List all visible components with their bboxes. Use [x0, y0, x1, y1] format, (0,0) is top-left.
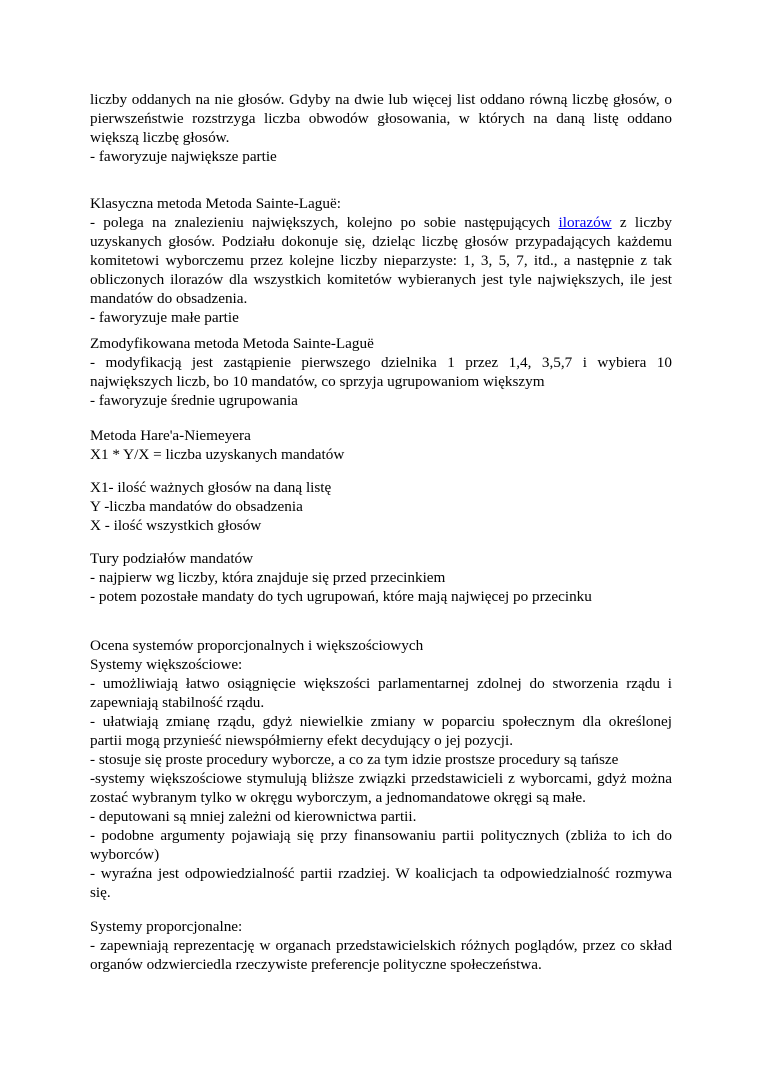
- paragraph-line: liczby oddanych na nie głosów. Gdyby na dwie lub więcej list oddano równą liczbę głosów, o: [90, 91, 672, 108]
- bullet-line: - potem pozostałe mandaty do tych ugrupowań, które mają najwięcej po przecinku: [90, 588, 592, 605]
- paragraph-line: - modyfikacją jest zastąpienie pierwszego dzielnika 1 przez 1,4, 3,5,7 i wybiera 10: [90, 354, 672, 371]
- sainte-lague-section: [90, 194, 672, 327]
- section-heading: Metoda Hare'a-Niemeyera: [90, 427, 251, 444]
- paragraph-line: większą liczbę głosów.: [90, 129, 230, 146]
- hare-definitions: [90, 478, 672, 535]
- ilorazow-link[interactable]: ilorazów: [558, 214, 612, 231]
- paragraph-line: - wyraźna jest odpowiedzialność partii rzadziej. W koalicjach ta odpowiedzialność rozmywa: [90, 865, 672, 882]
- definition-line: X - ilość wszystkich głosów: [90, 517, 262, 534]
- paragraph-line: -systemy większościowe stymulują bliższe związki przedstawicieli z wyborcami, gdyż można: [90, 770, 672, 787]
- section-heading: Systemy proporcjonalne:: [90, 918, 243, 935]
- paragraph-line: pierwszeństwie rozstrzyga liczba obwodów głosowania, w których na daną listę oddano: [90, 110, 672, 127]
- line-text: - polega na znalezieniu największych, kolejno po sobie następujących: [90, 214, 551, 231]
- proportional-section: [90, 917, 672, 974]
- paragraph-line: mandatów do obsadzenia.: [90, 290, 248, 307]
- paragraph-line: partii mogą przynieść niewspółmierny efekt decydujący o jej pozycji.: [90, 732, 513, 749]
- section-heading: Ocena systemów proporcjonalnych i większościowych: [90, 637, 424, 654]
- bullet-line: - najpierw wg liczby, która znajduje się przed przecinkiem: [90, 569, 446, 586]
- paragraph-line: uzyskanych głosów. Podziału dokonuje się, dzieląc liczbę głosów przypadających każdemu: [90, 233, 672, 250]
- paragraph-line: [90, 213, 672, 232]
- section-heading: Tury podziałów mandatów: [90, 550, 254, 567]
- paragraph-line: obliczonych ilorazów dla wszystkich komitetów wybieranych jest tyle największych, ile jest: [90, 271, 672, 288]
- bullet-line: - faworyzuje średnie ugrupowania: [90, 392, 298, 409]
- definition-line: X1- ilość ważnych głosów na daną listę: [90, 479, 332, 496]
- section-heading: Klasyczna metoda Metoda Sainte-Laguë:: [90, 195, 341, 212]
- modified-sainte-lague-section: [90, 334, 672, 410]
- paragraph-line: komitetowi wyborczemu przez kolejne liczby nieparzyste: 1, 3, 5, 7, itd., a następnie z tak: [90, 252, 672, 269]
- hare-niemeyer-section: [90, 426, 672, 464]
- formula-line: X1 * Y/X = liczba uzyskanych mandatów: [90, 446, 345, 463]
- paragraph-line: zapewniają stabilność rządu.: [90, 694, 265, 711]
- definition-line: Y -liczba mandatów do obsadzenia: [90, 498, 303, 515]
- paragraph-line: - zapewniają reprezentację w organach przedstawicielskich różnych poglądów, przez co skład: [90, 937, 672, 954]
- paragraph-line: wyborców): [90, 846, 160, 863]
- paragraph-line: organów odzwierciedla rzeczywiste preferencje polityczne społeczeństwa.: [90, 956, 542, 973]
- line-text: z liczby: [619, 214, 673, 231]
- paragraph-line: zostać wybranym tylko w okręgu wyborczym, a jednomandatowe okręgi są małe.: [90, 789, 586, 806]
- dhondt-tail-section: [90, 90, 672, 166]
- paragraph-line: - stosuje się proste procedury wyborcze, a co za tym idzie prostsze procedury są tańsze: [90, 751, 619, 768]
- paragraph-line: się.: [90, 884, 111, 901]
- bullet-line: - faworyzuje największe partie: [90, 148, 277, 165]
- paragraph-line: największych liczb, bo 10 mandatów, co sprzyja ugrupowaniom większym: [90, 373, 545, 390]
- paragraph-line: - podobne argumenty pojawiają się przy finansowaniu partii politycznych (zbliża to ich do: [90, 827, 672, 844]
- bullet-line: - faworyzuje małe partie: [90, 309, 239, 326]
- paragraph-line: - deputowani są mniej zależni od kierownictwa partii.: [90, 808, 417, 825]
- ocena-section: [90, 636, 672, 902]
- paragraph-line: - ułatwiają zmianę rządu, gdyż niewielkie zmiany w poparciu społecznym dla określonej: [90, 713, 672, 730]
- paragraph-line: - umożliwiają łatwo osiągnięcie większości parlamentarnej zdolnej do stworzenia rządu i: [90, 675, 672, 692]
- section-subheading: Systemy większościowe:: [90, 656, 243, 673]
- tury-section: [90, 549, 672, 606]
- section-heading: Zmodyfikowana metoda Metoda Sainte-Laguë: [90, 335, 374, 352]
